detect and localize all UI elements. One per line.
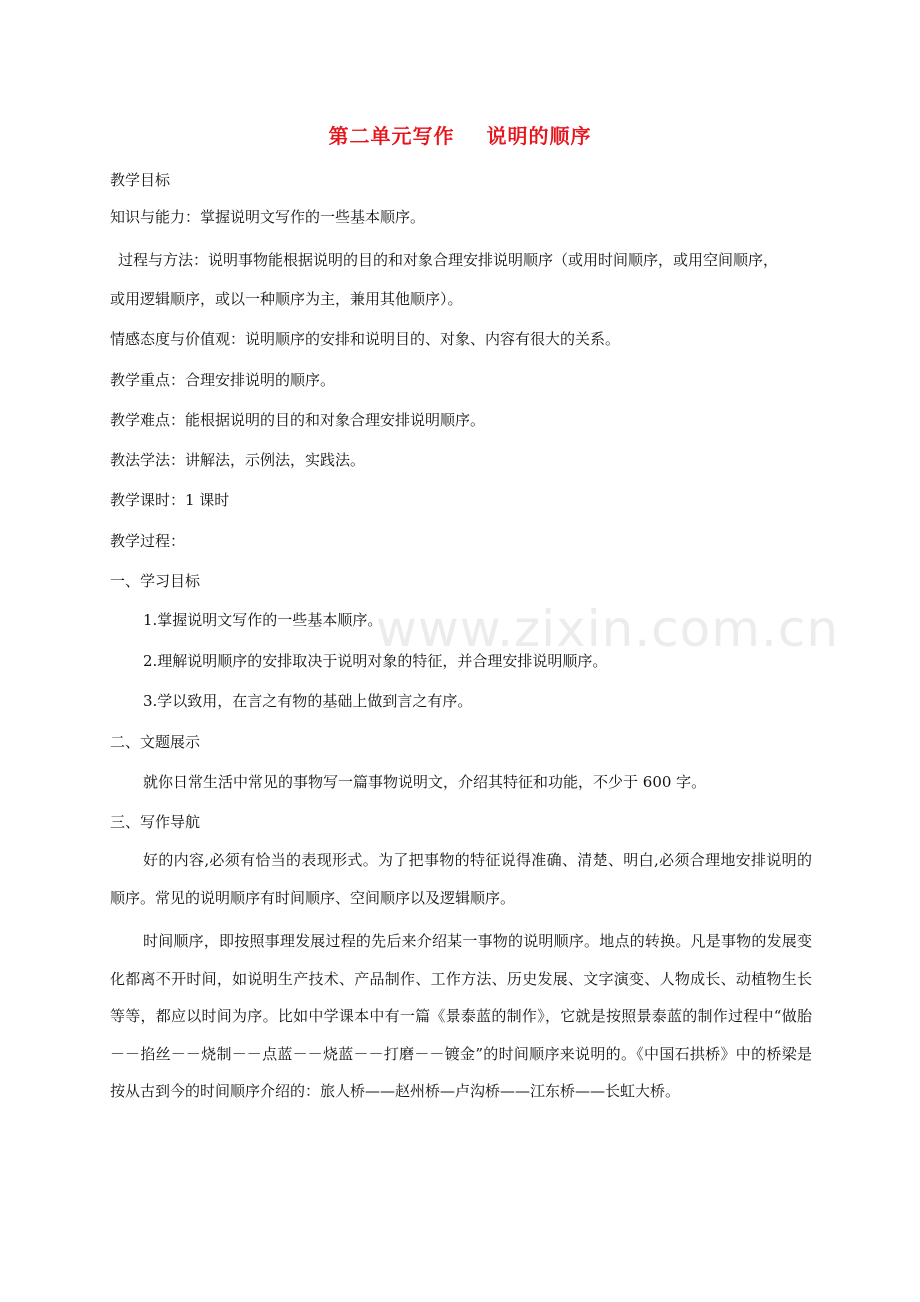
heading-writing-guide: 三、写作导航 (110, 813, 201, 831)
title-unit: 第二单元写作 (328, 124, 455, 148)
guide-body (110, 842, 812, 1111)
goal-process: 过程与方法：说明事物能根据说明的目的和对象合理安排说明顺序（或用时间顺序，或用空间顺序， (118, 251, 779, 269)
goal-knowledge: 知识与能力：掌握说明文写作的一些基本顺序。 (110, 208, 426, 226)
writing-topic: 就你日常生活中常见的事物写一篇事物说明文，介绍其特征和功能，不少于 600 字。 (143, 773, 707, 791)
title-topic: 说明的顺序 (486, 124, 592, 148)
goal-emotion: 情感态度与价值观：说明顺序的安排和说明目的、对象、内容有很大的关系。 (110, 330, 621, 348)
heading-topic-display: 二、文题展示 (110, 733, 201, 751)
watermark: www.zixin.com.cn (376, 600, 840, 658)
teaching-difficulty: 教学难点：能根据说明的目的和对象合理安排说明顺序。 (110, 411, 486, 429)
teaching-method: 教法学法：讲解法，示例法，实践法。 (110, 451, 366, 469)
learning-goal-3: 3.学以致用，在言之有物的基础上做到言之有序。 (143, 692, 473, 710)
teaching-focus: 教学重点：合理安排说明的顺序。 (110, 371, 336, 389)
teaching-process: 教学过程： (110, 532, 186, 550)
guide-paragraph-2: 时间顺序，即按照事理发展过程的先后来介绍某一事物的说明顺序。地点的转换。凡是事物的发展变化都离不开时间，如说明生产技术、产品制作、工作方法、历史发展、文字演变、人物成长、动植物生长等等，都应以时间为序。比如中学课本中有一篇《景泰蓝的制作》，它就是按照景泰蓝的制作过程中“做胎－－掐丝－－烧制－－点蓝－－烧蓝－－打磨－－镀金”的时间顺序来说明的。《中国石拱桥》中的桥梁是按从古到今的时间顺序介绍的：旅人桥——赵州桥—卢沟桥——江东桥——长虹大桥。 (110, 932, 812, 1100)
learning-goal-2: 2.理解说明顺序的安排取决于说明对象的特征，并合理安排说明顺序。 (143, 652, 608, 670)
section-teaching-goals: 教学目标 (110, 171, 171, 189)
goal-process-cont: 或用逻辑顺序，或以一种顺序为主，兼用其他顺序）。 (110, 290, 463, 308)
learning-goal-1: 1.掌握说明文写作的一些基本顺序。 (143, 611, 383, 629)
teaching-hours: 教学课时：1 课时 (110, 491, 230, 509)
heading-learning-goals: 一、学习目标 (110, 572, 201, 590)
guide-paragraph-1: 好的内容,必须有恰当的表现形式。为了把事物的特征说得准确、清楚、明白,必须合理地安排说明的顺序。常见的说明顺序有时间顺序、空间顺序以及逻辑顺序。 (110, 851, 812, 907)
document-title (0, 120, 920, 149)
